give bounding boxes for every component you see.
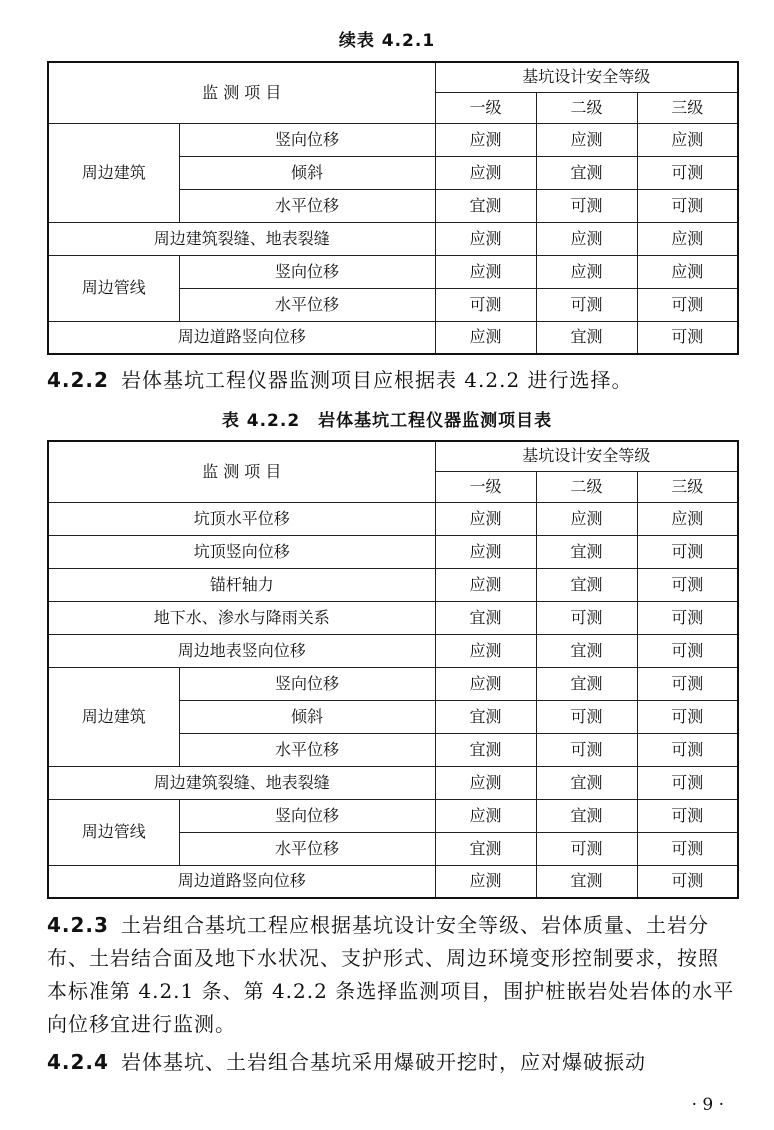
table-row — [48, 123, 738, 156]
table-row — [48, 222, 738, 255]
value-cell: 应测 — [435, 766, 536, 799]
item-cell: 周边道路竖向位移 — [48, 865, 435, 898]
item-cell: 锚杆轴力 — [48, 568, 435, 601]
subitem-cell: 倾斜 — [179, 700, 435, 733]
header-grade-group-cell: 基坑设计安全等级 — [435, 441, 738, 471]
value-cell: 应测 — [637, 123, 738, 156]
header-row — [48, 441, 738, 471]
subitem-cell: 水平位移 — [179, 189, 435, 222]
header-row — [48, 62, 738, 92]
item-cell: 周边地表竖向位移 — [48, 634, 435, 667]
value-cell: 宜测 — [435, 832, 536, 865]
item-cell: 地下水、渗水与降雨关系 — [48, 601, 435, 634]
value-cell: 应测 — [536, 255, 637, 288]
item-cell: 坑顶水平位移 — [48, 502, 435, 535]
value-cell: 应测 — [435, 799, 536, 832]
value-cell: 宜测 — [435, 733, 536, 766]
clause-text: 土岩组合基坑工程应根据基坑设计安全等级、岩体质量、土岩分布、土岩结合面及地下水状况、支护形式、周边环境变形控制要求，按照本标准第 4.2.1 条、第 4.2.2 条选择监测项目，围护桩嵌岩处岩体的水平向位移宜进行监测。 — [47, 913, 735, 1036]
value-cell: 宜测 — [435, 700, 536, 733]
value-cell: 可测 — [435, 288, 536, 321]
value-cell: 应测 — [637, 255, 738, 288]
value-cell: 可测 — [536, 601, 637, 634]
page-number: · 9 · — [691, 1095, 724, 1115]
value-cell: 可测 — [637, 733, 738, 766]
item-cell: 坑顶竖向位移 — [48, 535, 435, 568]
value-cell: 可测 — [637, 568, 738, 601]
clause-number: 4.2.2 — [47, 368, 109, 392]
value-cell: 可测 — [536, 700, 637, 733]
table-4-2-1-continued — [47, 61, 739, 355]
value-cell: 可测 — [637, 865, 738, 898]
value-cell: 应测 — [435, 321, 536, 354]
value-cell: 宜测 — [536, 535, 637, 568]
value-cell: 应测 — [435, 568, 536, 601]
table-row — [48, 865, 738, 898]
value-cell: 可测 — [637, 156, 738, 189]
subitem-cell: 竖向位移 — [179, 123, 435, 156]
value-cell: 宜测 — [435, 189, 536, 222]
header-grade-cell: 一级 — [435, 471, 536, 502]
clause-text: 岩体基坑工程仪器监测项目应根据表 4.2.2 进行选择。 — [120, 368, 633, 392]
value-cell: 应测 — [435, 123, 536, 156]
table2-caption: 表 4.2.2 岩体基坑工程仪器监测项目表 — [221, 411, 553, 431]
value-cell: 可测 — [536, 189, 637, 222]
table-row — [48, 766, 738, 799]
value-cell: 应测 — [435, 502, 536, 535]
table-row — [48, 634, 738, 667]
table-row — [48, 568, 738, 601]
table-row — [48, 502, 738, 535]
value-cell: 可测 — [536, 288, 637, 321]
clause-4-2-3 — [47, 909, 737, 1041]
table-row — [48, 667, 738, 700]
subitem-cell: 竖向位移 — [179, 799, 435, 832]
header-grade-cell: 三级 — [637, 471, 738, 502]
value-cell: 可测 — [637, 832, 738, 865]
value-cell: 可测 — [637, 634, 738, 667]
value-cell: 宜测 — [536, 156, 637, 189]
subitem-cell: 竖向位移 — [179, 255, 435, 288]
value-cell: 可测 — [637, 535, 738, 568]
subitem-cell: 水平位移 — [179, 288, 435, 321]
clause-text: 岩体基坑、土岩组合基坑采用爆破开挖时，应对爆破振动 — [120, 1050, 646, 1074]
value-cell: 应测 — [435, 156, 536, 189]
header-grade-cell: 二级 — [536, 471, 637, 502]
clause-4-2-4 — [47, 1046, 737, 1079]
clause-number: 4.2.4 — [47, 1050, 109, 1074]
value-cell: 可测 — [536, 733, 637, 766]
value-cell: 应测 — [435, 667, 536, 700]
value-cell: 宜测 — [536, 634, 637, 667]
value-cell: 宜测 — [536, 568, 637, 601]
value-cell: 宜测 — [536, 667, 637, 700]
table-row — [48, 255, 738, 288]
value-cell: 宜测 — [536, 865, 637, 898]
header-grade-group-cell: 基坑设计安全等级 — [435, 62, 738, 92]
value-cell: 应测 — [435, 535, 536, 568]
header-grade-cell: 三级 — [637, 92, 738, 123]
header-item-cell: 监 测 项 目 — [48, 62, 435, 123]
item-cell: 周边道路竖向位移 — [48, 321, 435, 354]
item-cell: 周边建筑裂缝、地表裂缝 — [48, 222, 435, 255]
value-cell: 可测 — [637, 700, 738, 733]
table-row — [48, 601, 738, 634]
group-cell: 周边管线 — [48, 255, 179, 321]
subitem-cell: 水平位移 — [179, 832, 435, 865]
value-cell: 宜测 — [435, 601, 536, 634]
clause-number: 4.2.3 — [47, 913, 109, 937]
value-cell: 可测 — [637, 189, 738, 222]
value-cell: 应测 — [536, 123, 637, 156]
value-cell: 宜测 — [536, 766, 637, 799]
value-cell: 可测 — [637, 766, 738, 799]
subitem-cell: 倾斜 — [179, 156, 435, 189]
header-grade-cell: 一级 — [435, 92, 536, 123]
value-cell: 应测 — [435, 222, 536, 255]
group-cell: 周边建筑 — [48, 667, 179, 766]
clause-4-2-2 — [47, 364, 737, 397]
value-cell: 宜测 — [536, 321, 637, 354]
value-cell: 可测 — [637, 321, 738, 354]
table-row — [48, 535, 738, 568]
value-cell: 应测 — [637, 502, 738, 535]
value-cell: 应测 — [435, 865, 536, 898]
value-cell: 应测 — [637, 222, 738, 255]
value-cell: 应测 — [435, 634, 536, 667]
group-cell: 周边管线 — [48, 799, 179, 865]
value-cell: 可测 — [637, 799, 738, 832]
subitem-cell: 水平位移 — [179, 733, 435, 766]
value-cell: 应测 — [435, 255, 536, 288]
subitem-cell: 竖向位移 — [179, 667, 435, 700]
value-cell: 应测 — [536, 502, 637, 535]
table1-caption: 续表 4.2.1 — [338, 31, 436, 51]
table-4-2-2 — [47, 440, 739, 899]
table-row — [48, 321, 738, 354]
value-cell: 可测 — [637, 601, 738, 634]
value-cell: 应测 — [536, 222, 637, 255]
header-grade-cell: 二级 — [536, 92, 637, 123]
value-cell: 宜测 — [536, 799, 637, 832]
item-cell: 周边建筑裂缝、地表裂缝 — [48, 766, 435, 799]
value-cell: 可测 — [637, 288, 738, 321]
value-cell: 可测 — [536, 832, 637, 865]
value-cell: 可测 — [637, 667, 738, 700]
group-cell: 周边建筑 — [48, 123, 179, 222]
table-row — [48, 799, 738, 832]
header-item-cell: 监 测 项 目 — [48, 441, 435, 502]
